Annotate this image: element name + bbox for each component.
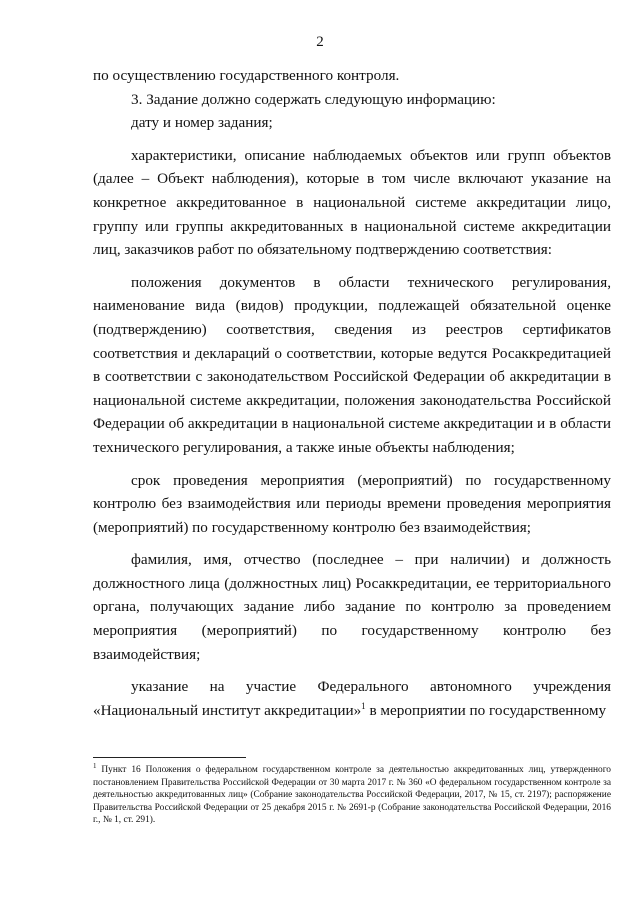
- footnote: [93, 761, 611, 827]
- participation-text: указание на участие Федерального автономного учреждения «Национальный институт аккредитации»: [93, 678, 611, 719]
- paragraph-provisions: положения документов в области технического регулирования, наименование вида (видов) продукции, подлежащей обязательной оценке (подтверждению) соответствия, сведения из реестров сертификатов соответствия и деклараций о соответствии, которые ведутся Росаккредитацией в соответствии с законодательством Российской Федерации об аккредитации в национальной системе аккредитации, положения законодательства Российской Федерации об аккредитации в национальной системе аккредитации и в области технического регулирования, а также иные объекты наблюдения;: [93, 273, 611, 456]
- paragraph-date-number: дату и номер задания;: [131, 114, 273, 132]
- footnote-text: Пункт 16 Положения о федеральном государственном контроле за деятельностью аккредитованных лиц, утвержденного постановлением Правительства Российской Федерации от 30 марта 2017 г. № 360 «О федеральном государственном контроле за деятельностью аккредитованных лиц» (Собрание законодательства Российской Федерации, 2017, № 15, ст. 2197); распоряжение Правительства Российской Федерации от 25 декабря 2015 г. № 2691-р (Собрание законодательства Российской Федерации, 2016 г., № 1, ст. 291).: [93, 765, 611, 826]
- paragraph-participation: [93, 675, 611, 722]
- paragraph-term: срок проведения мероприятия (мероприятий) по государственному контролю без взаимодействия или периоды времени проведения мероприятия (мероприятий) по государственному контролю без взаимодействия;: [93, 471, 611, 536]
- page-number: 2: [316, 34, 324, 50]
- document-body: [93, 64, 611, 722]
- paragraph-characteristics: характеристики, описание наблюдаемых объектов или групп объектов (далее – Объект наблюдения), которые в том числе включают указание на конкретное аккредитованное в национальной системе аккредитации лицо, группу или группы аккредитованных в национальной системе аккредитации лиц, заказчиков работ по обязательному подтверждению соответствия:: [93, 146, 611, 259]
- paragraph-official: фамилия, имя, отчество (последнее – при наличии) и должность должностного лица (должностных лиц) Росаккредитации, ее территориального органа, получающих задание либо задание по контролю за проведением мероприятия (мероприятий) по государственному контролю без взаимодействия;: [93, 551, 611, 663]
- footnote-divider: [93, 757, 246, 758]
- participation-text-tail: в мероприятии по государственному: [369, 701, 607, 719]
- paragraph-item-3: 3. Задание должно содержать следующую информацию:: [131, 90, 496, 108]
- footnote-reference: 1: [361, 700, 366, 711]
- paragraph-continuation: по осуществлению государственного контроля.: [93, 67, 400, 84]
- footnote-marker: 1: [93, 761, 97, 770]
